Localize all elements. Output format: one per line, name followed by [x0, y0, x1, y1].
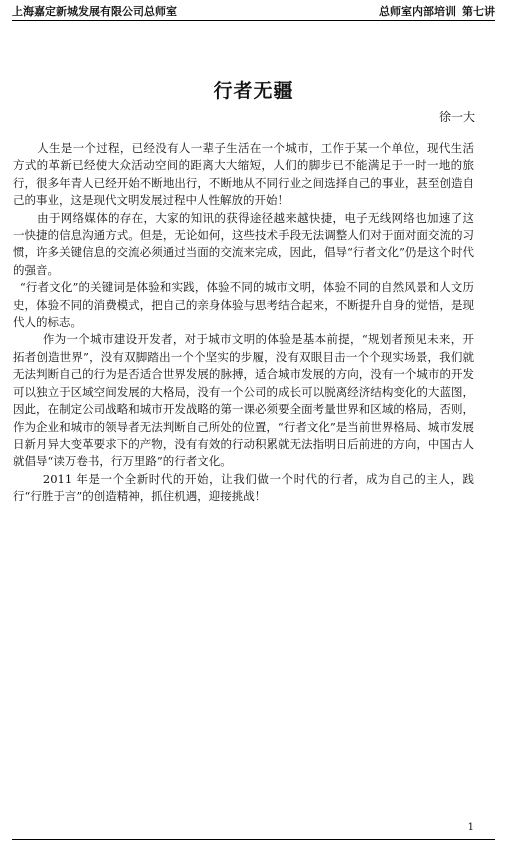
- article-body: [13, 140, 474, 506]
- header-training: 总师室内部培训: [379, 5, 456, 18]
- document-title: 行者无疆: [213, 80, 294, 102]
- paragraph-4: 作为一个城市建设开发者，对于城市文明的体验是基本前提，“规划者预见未来，开拓者创造世界”，没有双脚踏出一个个坚实的步履，没有双眼目击一个个现实场景，我们就无法判断自己的行为是否适合世界发展的脉搏，适合城市发展的方向，没有一个城市的开发可以独立于区域空间发展的大格局，没有一个公司的成长可以脱离经济结构变化的大蓝图，因此，在制定公司战略和城市开发战略的第一课必须要全面考量世界和区域的格局，否则，作为企业和城市的领导者无法判断自己所处的位置，“行者文化”是当前世界格局、城市发展日新月异大变革要求下的产物，没有有效的行动积累就无法指明日后前进的方向，中国古人就倡导“读万卷书，行万里路”的行者文化。: [13, 332, 474, 469]
- paragraph-3: “行者文化”的关键词是体验和实践，体验不同的城市文明，体验不同的自然风景和人文历史，体验不同的消费模式，把自己的亲身体验与思考结合起来，不断提升自身的觉悟，是现代人的标志。: [13, 280, 474, 330]
- header-organization: 上海嘉定新城发展有限公司总师室: [12, 5, 177, 18]
- page-number: 1: [467, 822, 474, 833]
- page-header: [12, 2, 495, 19]
- author-name: 徐一大: [438, 110, 475, 124]
- header-lecture-number: 第七讲: [462, 5, 495, 18]
- header-right: [379, 3, 495, 19]
- paragraph-2: 由于网络媒体的存在，大家的知讯的获得途径越来越快捷，电子无线网络也加速了这一快捷的信息沟通方式。但是，无论如何，这些技术手段无法调整人们对于面对面交流的习惯，许多关键信息的交流必须通过当面的交流来完成，因此，倡导“行者文化”仍是这个时代的强音。: [13, 210, 474, 277]
- footer-rule: [12, 839, 495, 840]
- header-rule: [12, 20, 495, 21]
- paragraph-5: 2011 年是一个全新时代的开始，让我们做一个时代的行者，成为自己的主人，践行“行胜于言”的创造精神，抓住机遇，迎接挑战！: [13, 471, 474, 504]
- paragraph-1: 人生是一个过程，已经没有人一辈子生活在一个城市，工作于某一个单位，现代生活方式的革新已经使大众活动空间的距离大大缩短，人们的脚步已不能满足于一时一地的旅行，很多年青人已经开始不断地出行，不断地从不同行业之间选择自己的事业，甚至创造自己的事业，这是现代文明发展过程中人性解放的开始！: [13, 141, 474, 208]
